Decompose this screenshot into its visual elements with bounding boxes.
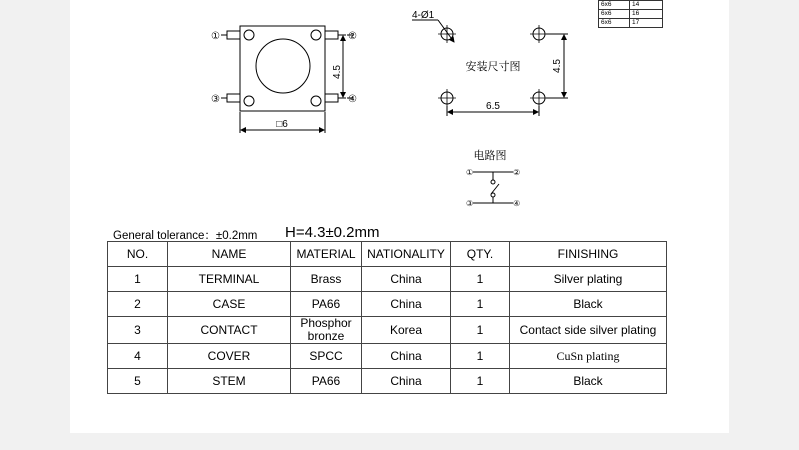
height-spec: H=4.3±0.2mm [285, 224, 380, 241]
bom-header-row [108, 242, 667, 267]
corner-boss-3 [244, 96, 254, 106]
size-row: 6x6 14 [599, 1, 663, 10]
header-finishing: FINISHING [510, 242, 667, 267]
corner-boss-2 [311, 30, 321, 40]
header-nationality: NATIONALITY [362, 242, 451, 267]
header-qty: QTY. [451, 242, 510, 267]
pin-label-2: ② [348, 31, 357, 42]
circuit-pin-3: ③ [466, 199, 474, 208]
dim-horizontal-right: 6.5 [486, 101, 500, 112]
size-row: 6x6 17 [599, 19, 663, 28]
terminal-4 [325, 94, 338, 102]
corner-boss-1 [244, 30, 254, 40]
size-row: 6x6 16 [599, 10, 663, 19]
circuit-title: 电路图 [473, 150, 507, 162]
circuit-pin-1: ① [466, 168, 474, 177]
header-name: NAME [168, 242, 291, 267]
terminal-2 [325, 31, 338, 39]
circuit-diagram [473, 172, 513, 203]
pin-label-3: ③ [211, 94, 220, 105]
pin-label-4: ④ [348, 94, 357, 105]
bom-table [107, 241, 667, 394]
circuit-pin-2: ② [513, 168, 521, 177]
dim-vertical-right: 4.5 [552, 59, 563, 73]
header-material: MATERIAL [291, 242, 362, 267]
table-row: 5 STEM PA66 China 1 Black [108, 369, 667, 394]
actuator-circle [256, 39, 310, 93]
table-row: 4 COVER SPCC China 1 CuSn plating [108, 344, 667, 369]
circuit-pin-4: ④ [513, 199, 521, 208]
dim-width-left: □6 [276, 119, 288, 130]
general-tolerance: General tolerance：±0.2mm [113, 230, 258, 242]
corner-boss-4 [311, 96, 321, 106]
header-no: NO. [108, 242, 168, 267]
size-table [598, 0, 663, 28]
table-row: 3 CONTACT Phosphor bronze Korea 1 Contact side silver plating [108, 317, 667, 344]
pin-label-1: ① [211, 31, 220, 42]
dim-vertical-left: 4.5 [332, 65, 343, 79]
table-row: 2 CASE PA66 China 1 Black [108, 292, 667, 317]
hole-callout: 4-Ø1 [412, 10, 435, 21]
table-row: 1 TERMINAL Brass China 1 Silver plating [108, 267, 667, 292]
terminal-3 [227, 94, 240, 102]
mounting-title: 安装尺寸图 [465, 61, 521, 73]
terminal-1 [227, 31, 240, 39]
